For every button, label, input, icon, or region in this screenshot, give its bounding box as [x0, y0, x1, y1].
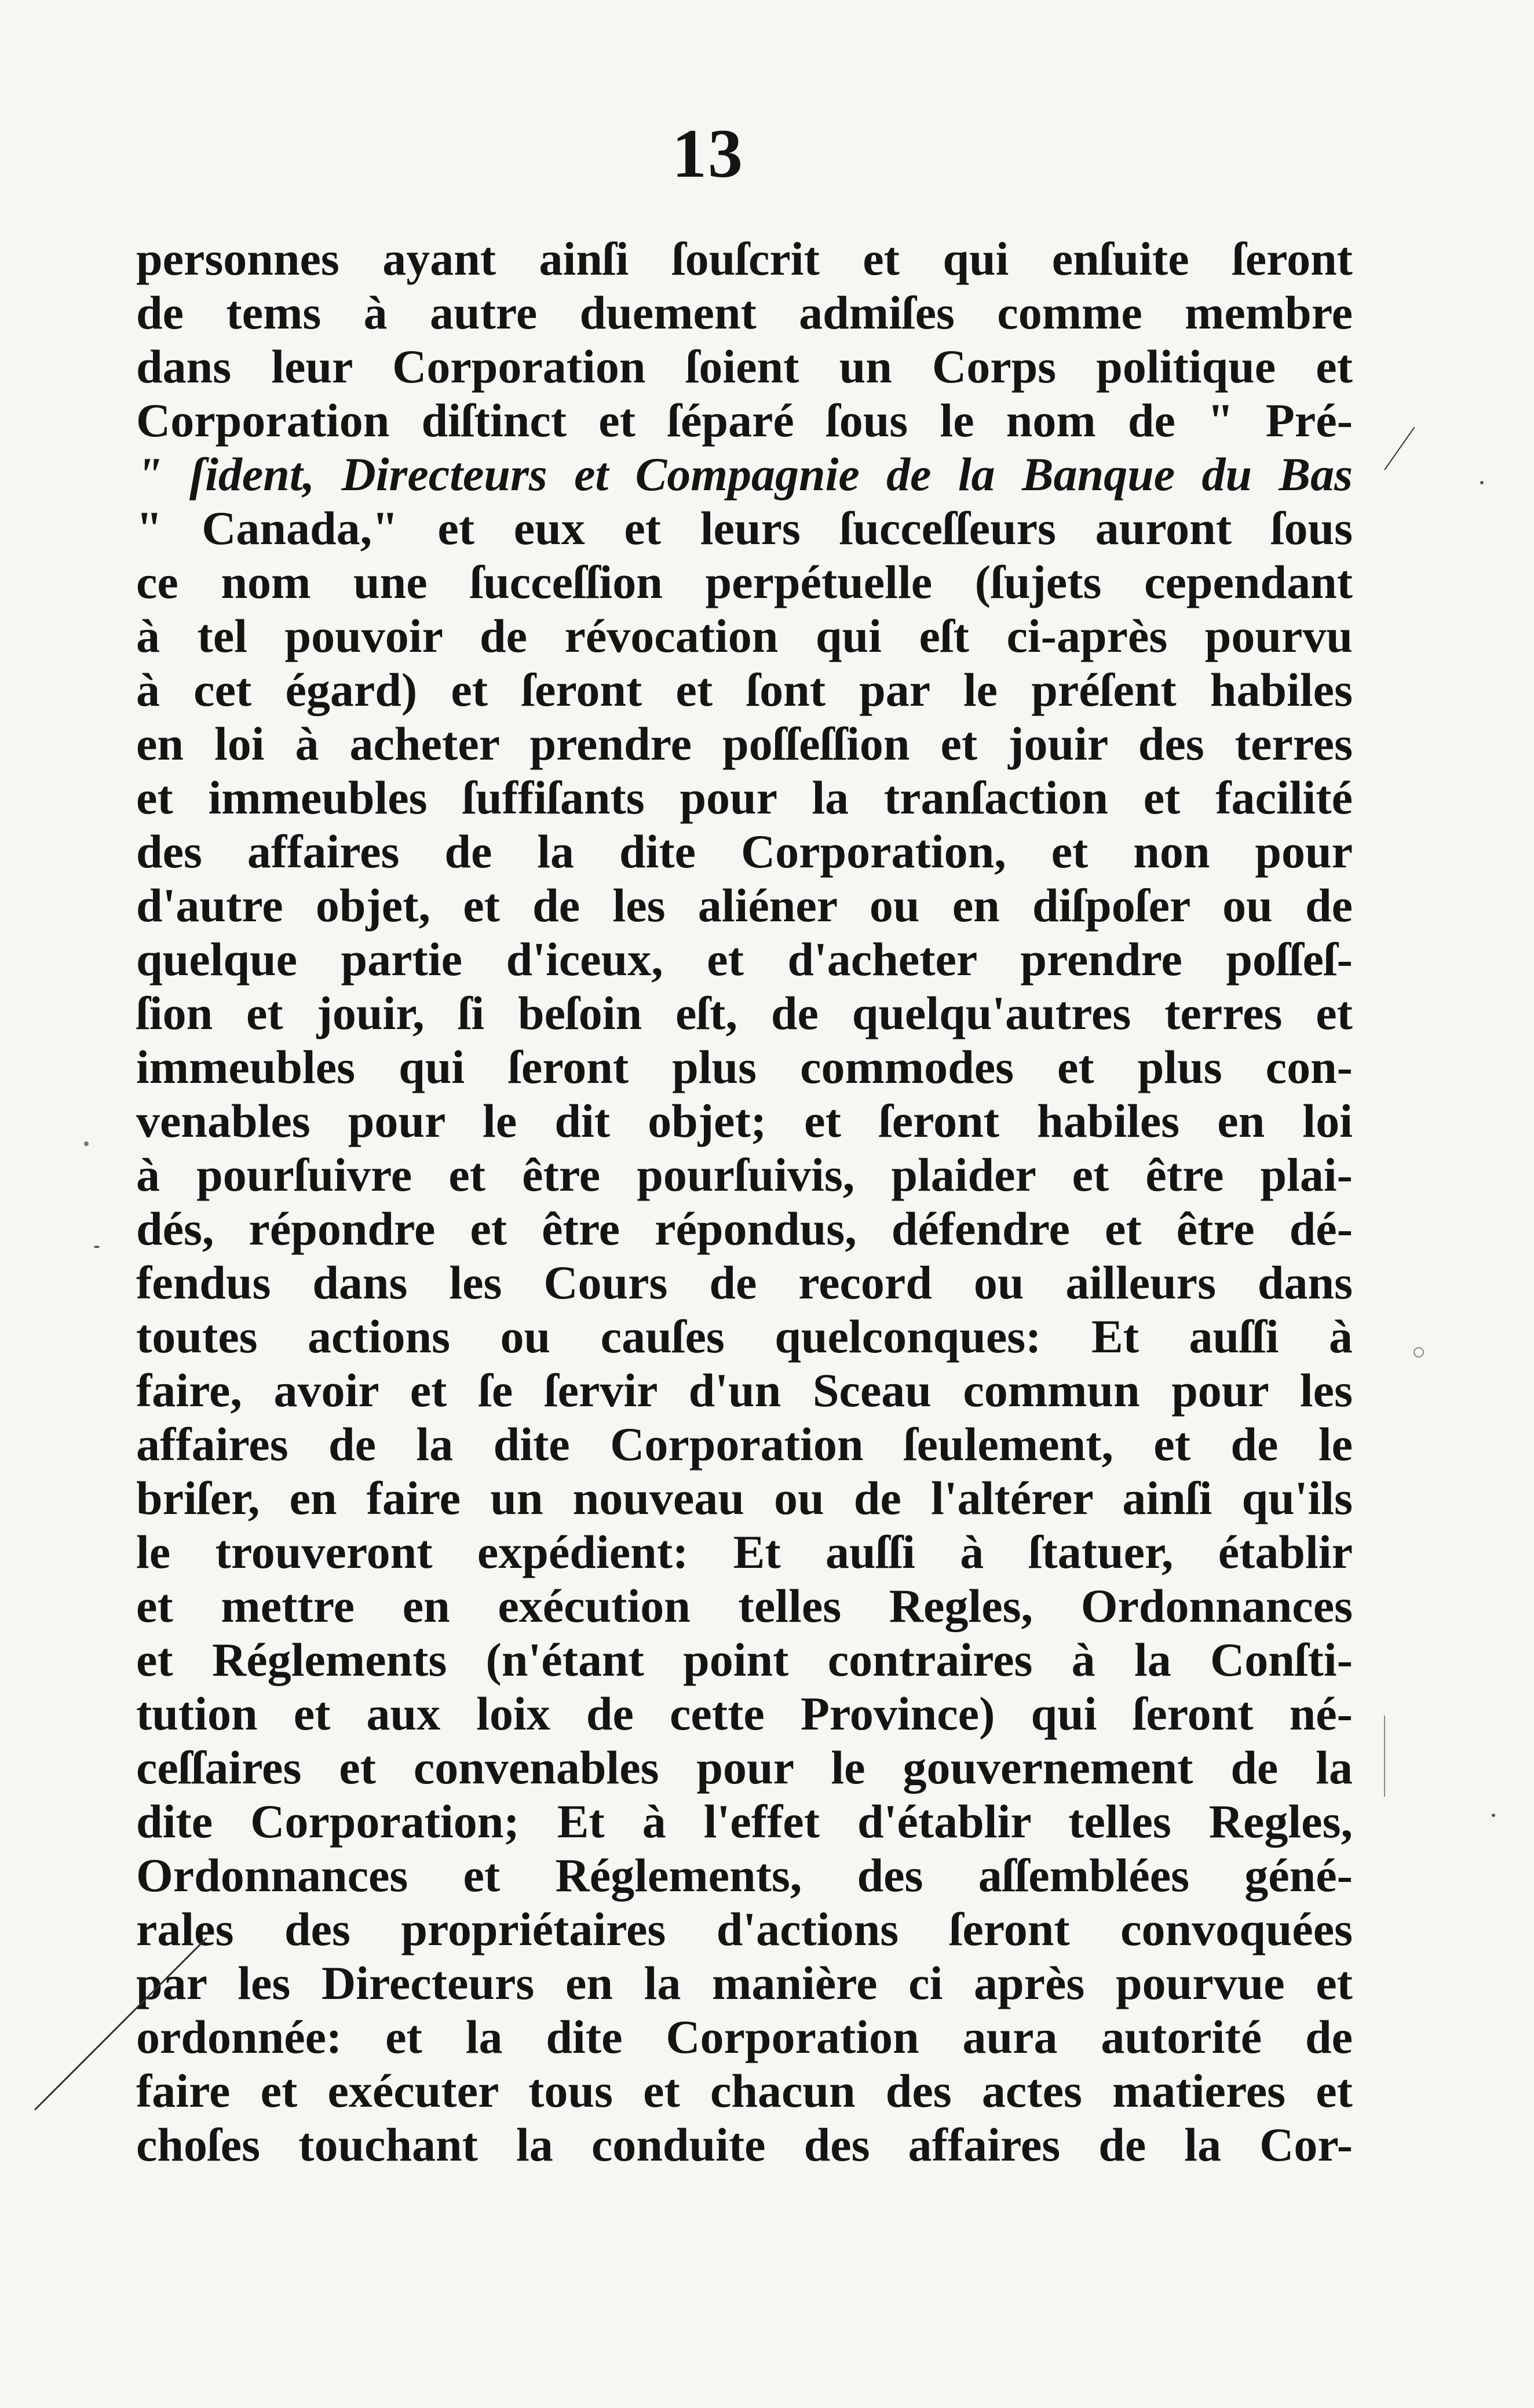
scan-speck: [1414, 1347, 1424, 1358]
scan-speck: [84, 1141, 89, 1146]
text-line: ordonnée: et la dite Corporation aura autorité de: [136, 2011, 1353, 2063]
text-line: le trouveront expédient: Et auſſi à ſtatuer, établir: [136, 1526, 1353, 1578]
text-line: faire et exécuter tous et chacun des actes matieres et: [136, 2064, 1353, 2117]
text-line: à pourſuivre et être pourſuivis, plaider et être plai-: [136, 1148, 1353, 1201]
text-line: rales des propriétaires d'actions ſeront convoquées: [136, 1903, 1353, 1955]
text-line: briſer, en faire un nouveau ou de l'altérer ainſi qu'ils: [136, 1472, 1353, 1524]
text-line: dite Corporation; Et à l'effet d'établir telles Regles,: [136, 1795, 1353, 1848]
scan-scratch: [1384, 427, 1415, 470]
text-line: et mettre en exécution telles Regles, Ordonnances: [136, 1579, 1353, 1632]
text-line: personnes ayant ainſi ſouſcrit et qui enſuite ſeront: [136, 232, 1353, 285]
scan-speck: [94, 1246, 100, 1248]
text-line: immeubles qui ſeront plus commodes et plus con-: [136, 1041, 1353, 1093]
text-line: venables pour le dit objet; et ſeront habiles en loi: [136, 1094, 1353, 1147]
text-line: " Canada," et eux et leurs ſucceſſeurs auront ſous: [136, 502, 1353, 554]
text-line: dés, répondre et être répondus, défendre et être dé-: [136, 1202, 1353, 1255]
text-line: de tems à autre duement admiſes comme membre: [136, 286, 1353, 339]
body-text: [136, 232, 1353, 2172]
text-line: ſion et jouir, ſi beſoin eſt, de quelqu'autres terres et: [136, 987, 1353, 1039]
text-line: " ſident, Directeurs et Compagnie de la Banque du Bas: [136, 448, 1353, 501]
text-line: quelque partie d'iceux, et d'acheter prendre poſſeſ-: [136, 933, 1353, 986]
text-line: affaires de la dite Corporation ſeulement, et de le: [136, 1418, 1353, 1471]
text-line: par les Directeurs en la manière ci après pourvue et: [136, 1957, 1353, 2009]
text-line: Corporation diſtinct et ſéparé ſous le nom de " Pré-: [136, 394, 1353, 447]
text-line: des affaires de la dite Corporation, et non pour: [136, 825, 1353, 878]
text-line: d'autre objet, et de les aliéner ou en diſpoſer ou de: [136, 879, 1353, 932]
scan-speck: [1492, 1814, 1495, 1817]
text-line: en loi à acheter prendre poſſeſſion et jouir des terres: [136, 717, 1353, 770]
text-line: fendus dans les Cours de record ou ailleurs dans: [136, 1256, 1353, 1309]
text-line: toutes actions ou cauſes quelconques: Et auſſi à: [136, 1310, 1353, 1363]
text-line: ceſſaires et convenables pour le gouvernement de la: [136, 1741, 1353, 1794]
text-line: et immeubles ſuffiſants pour la tranſaction et facilité: [136, 771, 1353, 824]
text-line: tution et aux loix de cette Province) qui ſeront né-: [136, 1687, 1353, 1740]
scan-speck: [1480, 481, 1484, 484]
text-line: ce nom une ſucceſſion perpétuelle (ſujets cependant: [136, 556, 1353, 608]
page-number: 13: [672, 115, 744, 192]
scan-scratch: [1384, 1716, 1385, 1797]
text-line: et Réglements (n'étant point contraires à la Conſti-: [136, 1633, 1353, 1686]
text-line: à cet égard) et ſeront et ſont par le préſent habiles: [136, 663, 1353, 716]
text-line: choſes touchant la conduite des affaires de la Cor-: [136, 2118, 1353, 2171]
text-line: à tel pouvoir de révocation qui eſt ci-après pourvu: [136, 610, 1353, 662]
text-line: Ordonnances et Réglements, des aſſemblées géné-: [136, 1849, 1353, 1902]
text-line: dans leur Corporation ſoient un Corps politique et: [136, 340, 1353, 393]
text-line: faire, avoir et ſe ſervir d'un Sceau commun pour les: [136, 1364, 1353, 1417]
